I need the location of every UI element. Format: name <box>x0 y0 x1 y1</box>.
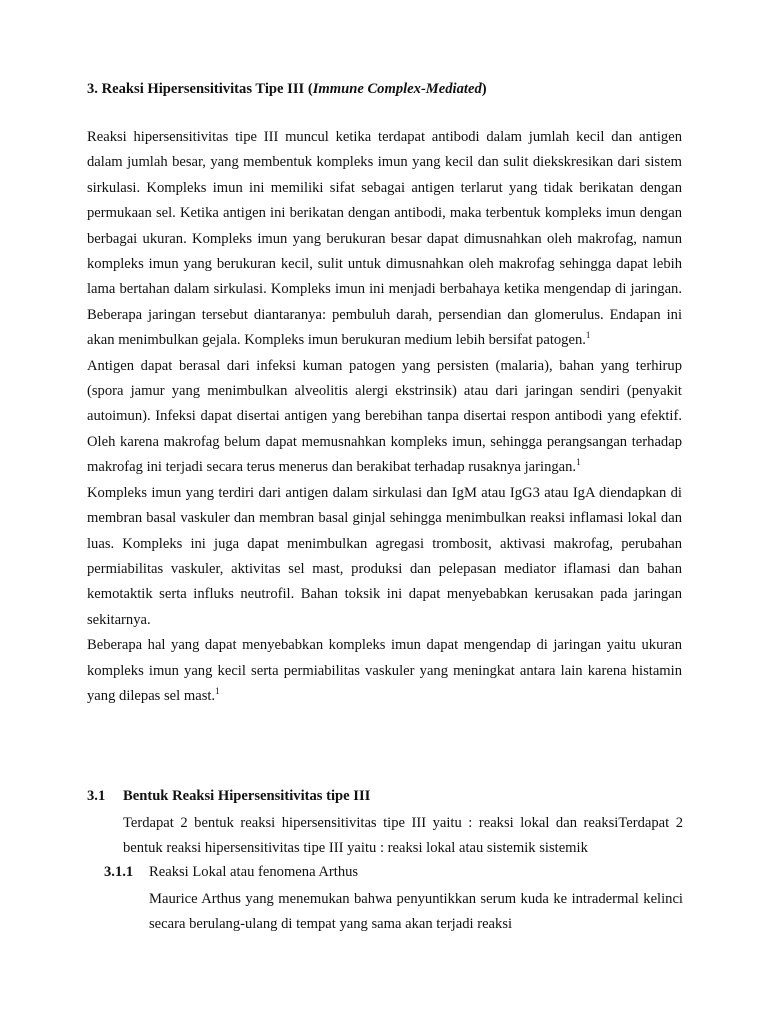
section-heading <box>87 78 687 100</box>
heading-italic: Immune Complex-Mediated <box>312 81 482 97</box>
paragraph-3 <box>87 481 682 633</box>
footnote-ref: 1 <box>585 330 591 341</box>
subsubsection-title: Reaksi Lokal atau fenomena Arthus <box>149 864 359 880</box>
paragraph-text: Reaksi hipersensitivitas tipe III muncul ketika terdapat antibodi dalam jumlah kecil dan antigen dalam jumlah besar, yang membentuk kompleks imun yang kecil dan sulit diekskresikan dari sistem sirkulasi. Kompleks imun ini memiliki sifat sebagai antigen terlarut yang tidak berikatan dengan permukaan sel. Ketika antigen ini berikatan dengan antibodi, maka terbentuk kompleks imun dengan berbagai ukuran. Kompleks imun yang berukuran besar dapat dimusnahkan oleh makrofag, namun kompleks imun yang berukuran kecil, sulit untuk dimusnahkan oleh makrofag sehingga dapat lebih lama bertahan dalam sirkulasi. Kompleks imun ini menjadi berbahaya ketika mengendap di jaringan. Beberapa jaringan tersebut diantaranya: pembuluh darah, persendian dan glomerulus. Endapan ini akan menimbulkan gejala. Kompleks imun berukuran medium lebih bersifat patogen. <box>87 129 682 349</box>
subsubsection-text: Maurice Arthus yang menemukan bahwa penyuntikkan serum kuda ke intradermal kelinci secara berulang-ulang di tempat yang sama akan terjadi reaksi <box>149 891 683 933</box>
footnote-ref: 1 <box>576 457 581 468</box>
subsection-number: 3.1 <box>87 788 106 804</box>
paragraph-text: Kompleks imun yang terdiri dari antigen dalam sirkulasi dan IgM atau IgG3 atau IgA diendapkan di membran basal vaskuler dan membran basal ginjal sehingga menimbulkan reaksi inflamasi lokal dan luas. Kompleks ini juga dapat menimbulkan agregasi trombosit, aktivasi makrofag, perubahan permiabilitas vaskuler, aktivitas sel mast, produksi dan pelepasan mediator iflamasi dan bahan kemotaktik serta influks neutrofil. Bahan toksik ini dapat menyebabkan kerusakan pada jaringan sekitarnya. <box>87 484 682 628</box>
subsection-title: Bentuk Reaksi Hipersensitivitas tipe III <box>123 788 371 804</box>
paragraph-4 <box>87 633 682 709</box>
paragraph-text: Antigen dapat berasal dari infeksi kuman patogen yang persisten (malaria), bahan yang terhirup (spora jamur yang menimbulkan alveolitis alergi ekstrinsik) atau dari jaringan sendiri (penyakit autoimun). Infeksi dapat disertai antigen yang berebihan tanpa disertai respon antibodi yang efektif. Oleh karena makrofag belum dapat memusnahkan kompleks imun, sehingga perangsangan terhadap makrofag ini terjadi secara terus menerus dan berakibat terhadap rusaknya jaringan. <box>87 357 682 476</box>
paragraph-1 <box>87 125 682 354</box>
footnote-ref: 1 <box>215 686 220 697</box>
subsubsection-number: 3.1.1 <box>104 864 134 880</box>
heading-prefix: 3. Reaksi Hipersensitivitas Tipe III ( <box>87 81 313 97</box>
subsection-heading <box>87 785 370 807</box>
body-text <box>87 125 682 709</box>
heading-suffix: ) <box>481 81 487 97</box>
paragraph-2 <box>87 354 682 481</box>
subsubsection-heading <box>104 861 358 883</box>
paragraph-text: Beberapa hal yang dapat menyebabkan kompleks imun dapat mengendap di jaringan yaitu ukuran kompleks imun yang kecil serta permiabilitas vaskuler yang meningkat antara lain karena histamin yang dilepas sel mast. <box>87 637 682 704</box>
subsection-intro: Terdapat 2 bentuk reaksi hipersensitivitas tipe III yaitu : reaksi lokal dan reaksiTerdapat 2 bentuk reaksi hipersensitivitas tipe III yaitu : reaksi lokal atau sistemik sistemik <box>123 815 683 857</box>
